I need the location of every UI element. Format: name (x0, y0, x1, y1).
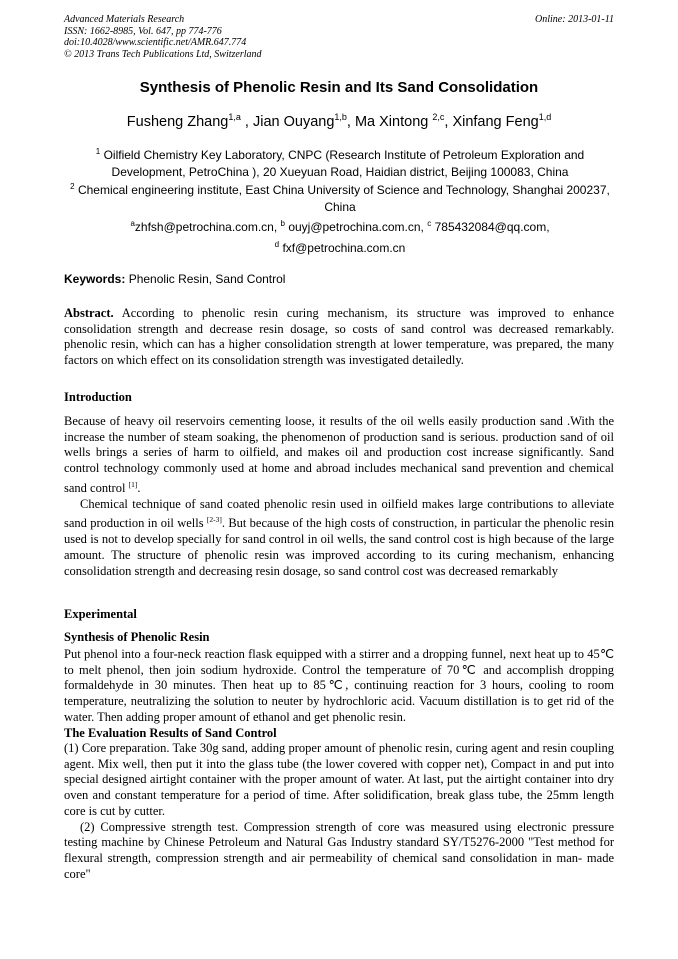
author-separator: , (444, 113, 453, 130)
journal-header (64, 14, 262, 60)
author-name: Ma Xintong (354, 113, 433, 130)
author-affiliation-mark: 2,c (432, 112, 445, 122)
affiliation-text: Chemical engineering institute, East China University of Science and Technology, Shanghai 200237, China (77, 183, 610, 214)
abstract-text: According to phenolic resin curing mechanism, its structure was improved to enhance consolidation strength and decrease resin dosage, so costs of sand control was decreased remarkably. phenolic resin, which can has a higher consolidation strength at lower temperature, was prepared, the many factors on which effect on its consolidation strength was investigated detailedly. (64, 306, 614, 368)
author-separator: , (346, 113, 355, 130)
citation-ref: [2-3] (206, 515, 222, 525)
introduction-body (64, 414, 614, 579)
author-name: Xinfang Feng (452, 113, 539, 130)
affiliation-number: 2 (70, 182, 75, 191)
keywords-text: Phenolic Resin, Sand Control (128, 272, 286, 286)
abstract (64, 306, 614, 369)
doi-line[interactable]: doi:10.4028/www.scientific.net/AMR.647.774 (64, 37, 247, 48)
synthesis-subheading: Synthesis of Phenolic Resin (64, 630, 210, 644)
compressive-strength-paragraph: (2) Compressive strength test. Compression strength of core was measured using electronic pressure testing machine by Chinese Petroleum and Natural Gas Industry standard SY/T5276-2000 "Test method for flexural strength, compression strength and air permeability of chemical sand consolidation in man- made core" (64, 819, 614, 881)
email-a[interactable]: zhfsh@petrochina.com.cn, (134, 220, 278, 234)
author-emails (40, 215, 640, 257)
issn-line: ISSN: 1662-8985, Vol. 647, pp 774-776 (64, 25, 222, 37)
author-separator: , (240, 113, 253, 130)
keywords-label: Keywords: (64, 272, 126, 286)
citation-ref: [1] (128, 479, 138, 489)
author-affiliation-mark: 1,d (538, 112, 552, 122)
evaluation-body (64, 741, 614, 882)
synthesis-body (64, 647, 614, 726)
email-d[interactable]: fxf@petrochina.com.cn (282, 241, 406, 255)
journal-name: Advanced Materials Research (64, 14, 185, 25)
synthesis-paragraph: Put phenol into a four-neck reaction flask equipped with a stirrer and a dropping funnel, next heat up to 45℃ to melt phenol, then join sodium hydroxide. Control the temperature of 70℃ and accomplish dropping formaldehyde in 30 minutes. Then heat up to 85℃, continuing reaction for 3 hours, cooling to room temperature, neutralizing the solution to neuter by hydrochloric acid. Vacuum distillation is to get rid of the water. Then adding proper amount of ethanol and get phenolic resin. (64, 647, 614, 724)
evaluation-subheading: The Evaluation Results of Sand Control (64, 726, 277, 740)
introduction-heading: Introduction (64, 390, 132, 404)
intro-paragraph-1: Because of heavy oil reservoirs cementing loose, it results of the oil wells easily production sand .With the increase the number of steam soaking, the phenomenon of production sand is serious. production sand of oil wells brings a series of harm to oilfield, and makes oil and production cost increase significantly. Sand control technology commonly used at home and abroad includes mechanical sand prevention and chemical sand control [1]. (64, 414, 614, 495)
intro-paragraph-2: Chemical technique of sand coated phenolic resin used in oilfield makes large contributions to alleviate sand production in oil wells [2-3]. But because of the high costs of construction, in particular the phenolic resin used is not to develop specially for sand control in oil wells, the sand control cost is high because of the large amount. The structure of phenolic resin was improved according to its curing mechanism, enhancing consolidation strength and decreasing resin dosage, so sand control cost was decreased remarkably (64, 496, 615, 578)
email-c[interactable]: 785432084@qq.com, (434, 220, 550, 234)
author-name: Fusheng Zhang (126, 113, 229, 130)
affiliation-number: 1 (95, 147, 101, 156)
affiliation-1 (70, 143, 610, 181)
author-name: Jian Ouyang (252, 113, 335, 130)
author-affiliation-mark: 1,b (334, 112, 347, 122)
copyright-line: © 2013 Trans Tech Publications Ltd, Switzerland (64, 48, 262, 60)
affiliation-2 (70, 178, 610, 216)
email-b[interactable]: ouyj@petrochina.com.cn, (288, 220, 424, 234)
email-line-2: $^d$ fxf@petrochina.com.cn (274, 240, 406, 255)
core-preparation-paragraph: (1) Core preparation. Take 30g sand, adding proper amount of phenolic resin, curing agent and resin coupling agent. Mix well, then put it into the glass tube (the lower covered with copper net), Compact in and put into special designed airtight container with the proper amount of water. At last, put the airtight container into dry oven and constant temperature for a period of time. After solidification, break glass tube, the 25mm length core is cut by cutter. (64, 741, 614, 818)
author-list (0, 112, 678, 130)
author-affiliation-mark: 1,a (228, 112, 241, 122)
affiliation-text: Oilfield Chemistry Key Laboratory, CNPC (Research Institute of Petroleum Exploration and Development, PetroChina ), 20 Xueyuan Road, Haidian district, Beijing 100083, China (103, 148, 585, 179)
abstract-label: Abstract. (64, 306, 114, 320)
keywords (64, 272, 285, 286)
email-line-1: $^a$zhfsh@petrochina.com.cn, $^b$ ouyj@petrochina.com.cn, $^c$ 785432084@qq.com, (130, 219, 550, 234)
online-date: Online: 2013-01-11 (535, 14, 614, 25)
paper-title: Synthesis of Phenolic Resin and Its Sand Consolidation (139, 79, 539, 96)
experimental-heading: Experimental (64, 607, 137, 621)
